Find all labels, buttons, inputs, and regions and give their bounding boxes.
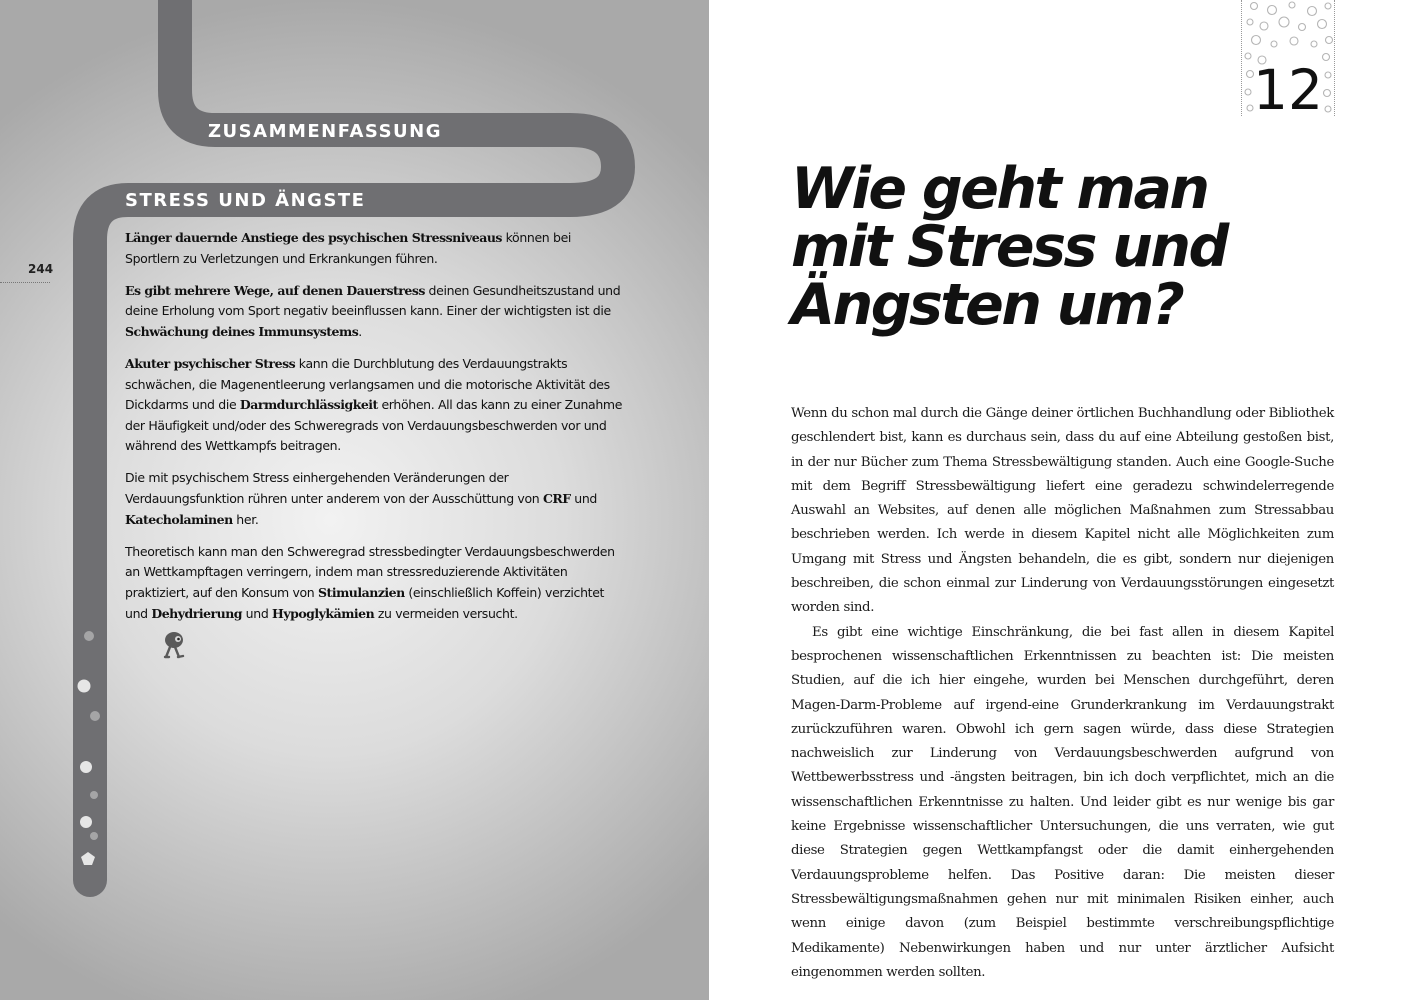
summary-run: deinen Gesundheitszustand und deine Erholung vom Sport negativ beeinflussen kann. Einer der wichtigsten ist die — [125, 282, 621, 319]
summary-run: Die mit psychischem Stress einhergehenden Veränderungen der Verdauungsfunktion rühren unter anderem von der Ausschüttung von — [125, 470, 543, 507]
road-dot — [80, 761, 92, 773]
summary-emphasis: Akuter psychischer Stress — [125, 355, 296, 371]
road-dot — [84, 631, 94, 641]
summary-paragraph — [125, 468, 625, 530]
summary-run: (einschließlich Koffein) verzichtet und — [125, 584, 605, 621]
body-paragraph: Wenn du schon mal durch die Gänge deiner örtlichen Buchhandlung oder Bibliothek geschlendert bist, kann es durchaus sein, dass du auf eine Abteilung gestoßen bist, in der nur Bücher zum Thema Stressbewältigung standen. Auch eine Google-Suche mit dem Begriff Stressbewältigung liefert eine geradezu schwindelerregende Auswahl an Websites, auf denen alle möglichen Maßnahmen zum Stressabbau beschrieben werden. Ich werde in diesem Kapitel nicht alle Möglichkeiten zum Umgang mit Stress und Ängsten behandeln, die es gibt, sondern nur diejenigen beschreiben, die schon einmal zur Linderung von Verdauungsstörungen eingesetzt worden sind. — [791, 406, 1334, 616]
page-number-rule — [0, 282, 50, 283]
summary-heading: ZUSAMMENFASSUNG — [208, 121, 442, 142]
chapter-number: 12 — [1253, 58, 1323, 122]
summary-run: zu vermeiden versucht. — [374, 605, 518, 621]
runner-mascot-icon — [161, 630, 187, 666]
summary-paragraph — [125, 228, 625, 269]
road-dot — [90, 832, 98, 840]
road-dot — [90, 791, 98, 799]
summary-emphasis: Länger dauernde Anstiege des psychischen Stressniveaus — [125, 230, 502, 245]
summary-emphasis: Dehydrierung — [151, 605, 243, 621]
page-number: 244 — [28, 262, 54, 276]
summary-emphasis: Es gibt mehrere Wege, auf denen Dauerstress — [125, 282, 425, 298]
chapter-title-line: Ängsten um? — [791, 272, 1183, 338]
summary-emphasis: Katecholaminen — [125, 511, 233, 527]
summary-run: Theoretisch kann man den Schweregrad stressbedingter Verdauungsbeschwerden an Wettkampftagen verringern, indem man stressreduzierende Aktivitäten praktiziert, auf den Konsum von — [125, 543, 615, 600]
summary-paragraph — [125, 542, 625, 624]
summary-paragraph — [125, 354, 625, 457]
summary-emphasis: CRF — [542, 491, 571, 507]
road-dot — [78, 680, 91, 693]
summary-run: und — [570, 491, 598, 507]
road-dot — [90, 711, 100, 721]
chapter-title-line: mit Stress und — [791, 214, 1227, 280]
summary-run: kann die Durchblutung des Verdauungstrakts schwächen, die Magenentleerung verlangsamen und die motorische Aktivität des Dickdarms und die — [125, 355, 610, 413]
summary-emphasis: Stimulanzien — [318, 584, 405, 600]
topic-heading: STRESS UND ÄNGSTE — [125, 190, 366, 211]
summary-run: und — [242, 605, 273, 621]
summary-text — [125, 228, 625, 636]
summary-run: erhöhen. All das kann zu einer Zunahme der Häufigkeit und/oder des Schweregrads von Verdauungsbeschwerden vor und während des Wettkampfs beitragen. — [125, 397, 623, 454]
summary-emphasis: Darmdurchlässigkeit — [239, 397, 378, 413]
road-dot — [80, 816, 92, 828]
summary-run: können bei Sportlern zu Verletzungen und Erkrankungen führen. — [125, 230, 572, 266]
body-paragraph: Es gibt eine wichtige Einschränkung, die bei fast allen in diesem Kapitel besprochenen wissenschaftlichen Erkenntnissen zu beachten ist: Die meisten Studien, auf die ich hier eingehe, wurden bei Menschen durchgeführt, deren Magen-Darm-Probleme auf irgend-eine Grunderkrankung im Verdauungstrakt zurückzuführen waren. Obwohl ich gern sagen würde, dass diese Strategien nachweislich zur Linderung von Verdauungsbeschwerden aufgrund von Wettbewerbsstress und -ängsten beitragen, bin ich doch verpflichtet, mich an die wissenschaftlichen Erkenntnisse zu halten. Und leider gibt es nur wenige bis gar keine Ergebnisse wissenschaftlicher Untersuchungen, die uns verraten, wie gut diese Strategien gegen Wettkampfangst oder die damit einhergehenden Verdauungsprobleme helfen. Das Positive daran: Die meisten dieser Stressbewältigungsmaßnahmen gehen nur mit minimalen Risiken einher, auch wenn einige davon (zum Beispiel bestimmte verschreibungspflichtige Medikamente) Nebenwirkungen haben und nur unter ärztlicher Aufsicht eingenommen werden sollten. — [791, 624, 1334, 980]
chapter-marker — [1241, 0, 1335, 122]
summary-emphasis: Hypoglykämien — [272, 605, 375, 621]
chapter-title-line: Wie geht man — [791, 156, 1208, 222]
summary-paragraph — [125, 281, 625, 343]
right-page — [709, 0, 1417, 1000]
summary-run: . — [358, 323, 362, 339]
chapter-title — [791, 156, 1411, 338]
summary-run: her. — [232, 511, 259, 527]
summary-emphasis: Schwächung deines Immunsystems — [125, 323, 359, 339]
chapter-body — [791, 402, 1334, 985]
